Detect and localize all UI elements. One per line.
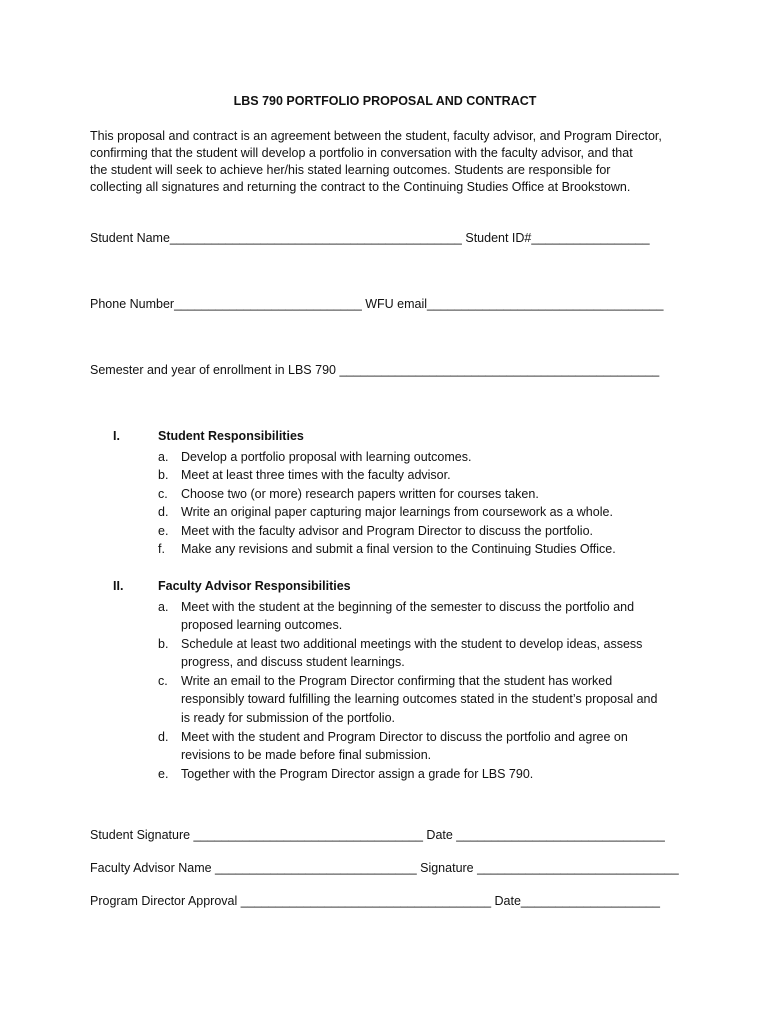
item-text: Schedule at least two additional meetings with the student to develop ideas, assess [181,636,643,651]
item-text: Write an original paper capturing major learnings from coursework as a whole. [181,505,613,520]
item-letter: a. [158,449,169,464]
item-text: responsibly toward fulfilling the learning outcomes stated in the student’s proposal and [181,692,658,707]
list-item [158,635,698,672]
list-item [158,672,698,728]
section-heading: Faculty Advisor Responsibilities [158,579,351,593]
section-numeral: II. [113,579,124,593]
item-text: Make any revisions and submit a final version to the Continuing Studies Office. [181,542,616,557]
responsibility-list [158,598,698,784]
list-item [158,503,698,522]
item-text: Meet with the student at the beginning of the semester to discuss the portfolio and [181,599,635,614]
item-letter: c. [158,673,168,688]
list-item [158,485,698,504]
phone-email-field[interactable]: Phone Number___________________________ WFU email__________________________________ [90,297,664,311]
item-letter: e. [158,523,169,538]
item-letter: b. [158,468,169,483]
list-item [158,598,698,635]
item-letter: b. [158,636,169,651]
faculty-advisor-field[interactable]: Faculty Advisor Name _____________________________ Signature _____________________________ [90,861,679,875]
item-letter: d. [158,729,169,744]
list-item [158,466,698,485]
semester-field[interactable]: Semester and year of enrollment in LBS 790 ______________________________________________ [90,363,660,377]
item-text: Together with the Program Director assign a grade for LBS 790. [181,766,534,781]
intro-line: This proposal and contract is an agreement between the student, faculty advisor, and Program Director, [90,129,662,143]
document-title: LBS 790 PORTFOLIO PROPOSAL AND CONTRACT [233,94,537,108]
item-letter: c. [158,486,168,501]
item-text: revisions to be made before final submission. [181,748,432,763]
responsibility-list [158,448,698,560]
item-letter: a. [158,599,169,614]
item-text: Meet at least three times with the faculty advisor. [181,468,451,483]
item-text: progress, and discuss student learnings. [181,655,405,670]
section-heading: Student Responsibilities [158,429,304,443]
program-director-approval-field[interactable]: Program Director Approval ____________________________________ Date____________________ [90,894,660,908]
list-item [158,728,698,765]
list-item [158,522,698,541]
intro-line: the student will seek to achieve her/his stated learning outcomes. Students are responsible for [90,163,611,177]
section-numeral: I. [113,429,120,443]
item-text: Choose two (or more) research papers written for courses taken. [181,486,539,501]
list-item [158,765,698,784]
list-item [158,448,698,467]
item-text: is ready for submission of the portfolio. [181,711,395,726]
item-letter: f. [158,542,165,557]
intro-paragraph [90,128,690,196]
list-item [158,540,698,559]
item-text: Meet with the student and Program Director to discuss the portfolio and agree on [181,729,628,744]
item-letter: e. [158,766,169,781]
item-text: Develop a portfolio proposal with learning outcomes. [181,449,472,464]
item-text: proposed learning outcomes. [181,618,343,633]
intro-line: collecting all signatures and returning the contract to the Continuing Studies Office at Brookstown. [90,180,631,194]
intro-line: confirming that the student will develop a portfolio in conversation with the faculty advisor, and that [90,146,633,160]
student-name-field[interactable]: Student Name__________________________________________ Student ID#_________________ [90,231,650,245]
item-letter: d. [158,505,169,520]
student-signature-field[interactable]: Student Signature _________________________________ Date ______________________________ [90,828,665,842]
item-text: Meet with the faculty advisor and Program Director to discuss the portfolio. [181,523,593,538]
item-text: Write an email to the Program Director confirming that the student has worked [181,673,613,688]
